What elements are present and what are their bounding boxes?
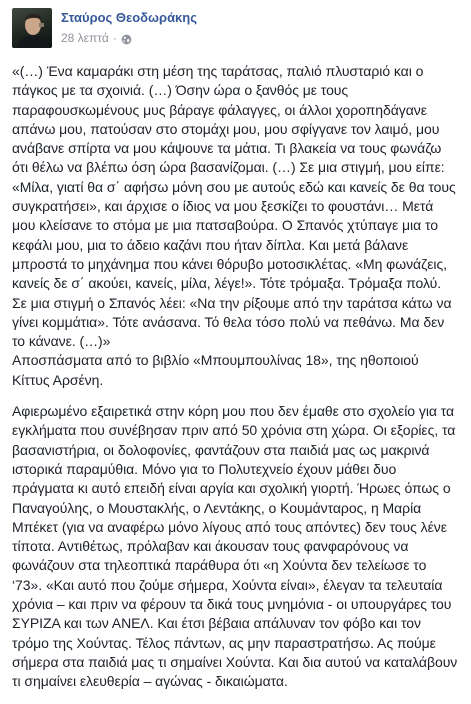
post-subline bbox=[61, 30, 197, 46]
post-paragraph-quote: «(…) Ένα καμαράκι στη μέση της ταράτσας, παλιό πλυσταριό και ο πάγκος με τα σχοινιά. (…) Όσην ώρα ο ξανθός με τους παραφουσκωμένους μυς βάραγε φάλαγγες, οι άλλοι χοροπηδάγανε απάνω μου, πατούσαν στο στομάχι μου, μου σφίγγανε τον λαιμό, μου ανάβανε σπίρτα να μου κάψουνε τα μάτια. Τι βλακεία να τους φωνάζω ότι θέλω να βλέπω όση ώρα βασανίζομαι. (…) Σε μια στιγμή, μου είπε: «Μίλα, γιατί θα σ΄ αφήσω μόνη σου με αυτούς εδώ και κανείς δε θα τους συγκρατήσει», και άρχισε ο ίδιος να μου ξεσκίζει το φουστάνι… Μετά μου κλείσανε το στόμα με μια πατσαβούρα. Ο Σπανός χτύπαγε μια το κεφάλι μου, μια το άδειο καζάνι που ήταν δίπλα. Και μετά βάλανε μπροστά το μηχάνημα που κάνει θόρυβο μοτοσικλέτας. «Μη φωνάζεις, κανείς δε σ΄ ακούει, κανείς, μίλα, λέγε!». Τότε τρόμαξα. Τρόμαξα πολύ. Σε μια στιγμή ο Σπανός λέει: «Να την ρίξουμε από την ταράτσα κάτω να γίνει κομμάτια». Τότε ανάσανα. Τό θελα τόσο πολύ να πεθάνω. Μα δεν το κάνανε. (…)» Αποσπάσματα από το βιβλίο «Μπουμπουλίνας 18», της ηθοποιού Κίττυς Αρσένη. bbox=[12, 63, 456, 388]
post-header bbox=[12, 8, 197, 54]
globe-icon[interactable] bbox=[121, 33, 132, 44]
author-name[interactable]: Σταύρος Θεοδωράκης bbox=[61, 10, 198, 25]
avatar[interactable] bbox=[12, 8, 52, 48]
timestamp[interactable]: 28 λεπτά bbox=[61, 31, 109, 45]
post-paragraph-dedication: Αφιερωμένο εξαιρετικά στην κόρη μου που δεν έμαθε στο σχολείο για τα εγκλήματα που συνέβησαν πριν από 50 χρόνια στη χώρα. Οι εξορίες, τα βασανιστήρια, οι δολοφονίες, φαντάζουν στα παιδιά μας ως μακρινά ιστορικά παραμύθια. Μόνο για το Πολυτεχνείο έχουν μάθει δυο πράγματα κι αυτό επειδή είναι αργία και σχολική γιορτή. Ήρωες όπως ο Παναγούλης, ο Μουστακλής, ο Λεντάκης, ο Κουμάνταρος, η Μαρία Μπέκετ (για να αναφέρω μόνο λίγους από τους απόντες) δεν τους λένε τίποτα. Αντιθέτως, πρόλαβαν και άκουσαν τους φανφαρόνους να φωνάζουν στα τηλεοπτικά παράθυρα ότι «η Χούντα δεν τελείωσε το ‘73». «Και αυτό που ζούμε σήμερα, Χούντα είναι», έλεγαν τα τελευταία χρόνια – και πριν να φέρουν τα δικά τους μνημόνια - οι υπουργάρες του ΣΥΡΙΖΑ και των ΑΝΕΛ. Και έτσι βέβαια απάλυναν τον φόβο και τον τρόμο της Χούντας. Τέλος πάντων, ας μην παραστρατήσω. Ας πούμε σήμερα στα παιδιά μας τι σημαίνει Χούντα. Και δια αυτού να καταλάβουν τι σημαίνει ελευθερία – αγώνας - δικαιώματα. bbox=[12, 403, 458, 690]
post-body bbox=[12, 62, 461, 704]
separator: · bbox=[112, 31, 117, 45]
post-meta bbox=[61, 8, 197, 46]
